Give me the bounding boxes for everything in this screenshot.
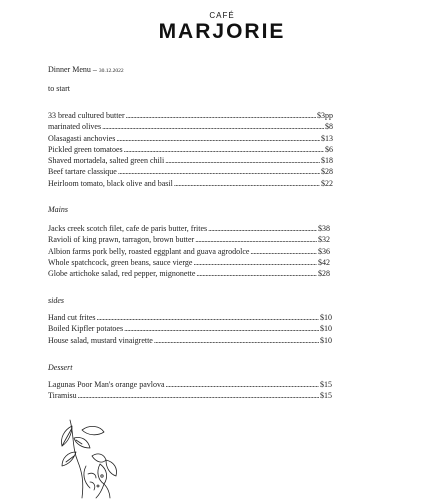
menu-item-price: $22 — [321, 178, 333, 188]
menu-item — [48, 223, 330, 234]
mains-items — [48, 223, 330, 279]
menu-item-price: $10 — [320, 313, 332, 322]
start-items — [48, 110, 333, 189]
menu-item — [48, 379, 332, 390]
menu-item-price: $28 — [321, 167, 333, 177]
menu-item-price: $15 — [320, 391, 332, 401]
menu-item-leader — [166, 379, 319, 390]
menu-date: 30.12.2022 — [98, 68, 124, 74]
brand-name: MARJORIE — [158, 20, 286, 43]
menu-item — [48, 246, 330, 257]
menu-item-leader — [196, 268, 317, 279]
menu-item — [48, 234, 330, 245]
menu-item-leader — [165, 155, 320, 166]
menu-item-leader — [193, 257, 317, 268]
menu-item — [48, 166, 333, 177]
menu-item-name: 33 bread cultured butter — [48, 111, 125, 120]
menu-item-price: $15 — [320, 380, 332, 389]
menu-item-name: Beef tartare classique — [48, 167, 117, 177]
menu-item-leader — [195, 234, 317, 245]
menu-item-price: $32 — [318, 235, 330, 245]
brand-cafe-label: CAFÉ — [209, 11, 235, 20]
dessert-items — [48, 379, 332, 402]
menu-item-name: Hand cut frites — [48, 313, 96, 322]
menu-item-price: $36 — [318, 246, 330, 256]
menu-item-leader — [208, 223, 317, 234]
section-title-dessert: Dessert — [48, 363, 73, 372]
menu-item-name: Albion farms pork belly, roasted eggplant and guava agrodolce — [48, 246, 250, 256]
menu-item-name: Lagunas Poor Man's orange pavlova — [48, 380, 165, 389]
menu-item — [48, 268, 330, 279]
menu-item-leader — [102, 121, 324, 132]
sides-items — [48, 312, 332, 346]
menu-item — [48, 390, 332, 401]
menu-item — [48, 257, 330, 268]
section-title-start: to start — [48, 84, 70, 93]
menu-item-name: marinated olives — [48, 122, 102, 132]
menu-item — [48, 323, 332, 334]
menu-item — [48, 178, 333, 189]
menu-item-name: Pickled green tomatoes — [48, 144, 123, 154]
menu-item-price: $42 — [318, 257, 330, 267]
menu-item-name: House salad, mustard vinaigrette — [48, 335, 153, 345]
brand-logo — [0, 11, 444, 44]
menu-item-leader — [154, 335, 319, 346]
menu-item-price: $28 — [318, 269, 330, 279]
menu-item-leader — [97, 312, 319, 323]
menu-item-name: Ravioli of king prawn, tarragon, brown butter — [48, 235, 195, 245]
menu-item-name: Whole spatchcock, green beans, sauce vierge — [48, 257, 193, 267]
section-title-mains: Mains — [48, 205, 68, 214]
menu-item-name: Jacks creek scotch filet, cafe de paris butter, frites — [48, 224, 208, 233]
menu-item-leader — [124, 144, 324, 155]
menu-item — [48, 133, 333, 144]
menu-item — [48, 335, 332, 346]
menu-item-price: $8 — [325, 122, 333, 132]
menu-item-name: Olasagasti anchovies — [48, 133, 116, 143]
menu-item — [48, 110, 333, 121]
menu-item-name: Shaved mortadela, salted green chili — [48, 156, 165, 166]
menu-item-name: Tiramisu — [48, 391, 77, 401]
menu-item-leader — [126, 110, 316, 121]
menu-item-price: $38 — [318, 224, 330, 233]
menu-item-leader — [250, 246, 317, 257]
menu-item-leader — [124, 323, 319, 334]
menu-item-price: $10 — [320, 335, 332, 345]
menu-item-leader — [78, 390, 319, 401]
section-title-sides: sides — [48, 296, 64, 305]
menu-item — [48, 144, 333, 155]
menu-item — [48, 312, 332, 323]
menu-title: Dinner Menu – — [48, 65, 99, 74]
menu-item-price: $3pp — [317, 111, 333, 120]
menu-item-price: $10 — [320, 324, 332, 334]
menu-item-leader — [118, 166, 320, 177]
menu-item-price: $13 — [321, 133, 333, 143]
menu-item-price: $6 — [325, 144, 333, 154]
menu-item — [48, 121, 333, 132]
menu-header — [48, 65, 124, 74]
menu-item-leader — [116, 133, 320, 144]
menu-item-price: $18 — [321, 156, 333, 166]
menu-item-name: Globe artichoke salad, red pepper, mignonette — [48, 269, 196, 279]
menu-item-name: Heirloom tomato, black olive and basil — [48, 178, 173, 188]
menu-item — [48, 155, 333, 166]
menu-item-name: Boiled Kipfler potatoes — [48, 324, 124, 334]
botanical-illustration-icon — [52, 416, 136, 500]
menu-item-leader — [174, 178, 320, 189]
